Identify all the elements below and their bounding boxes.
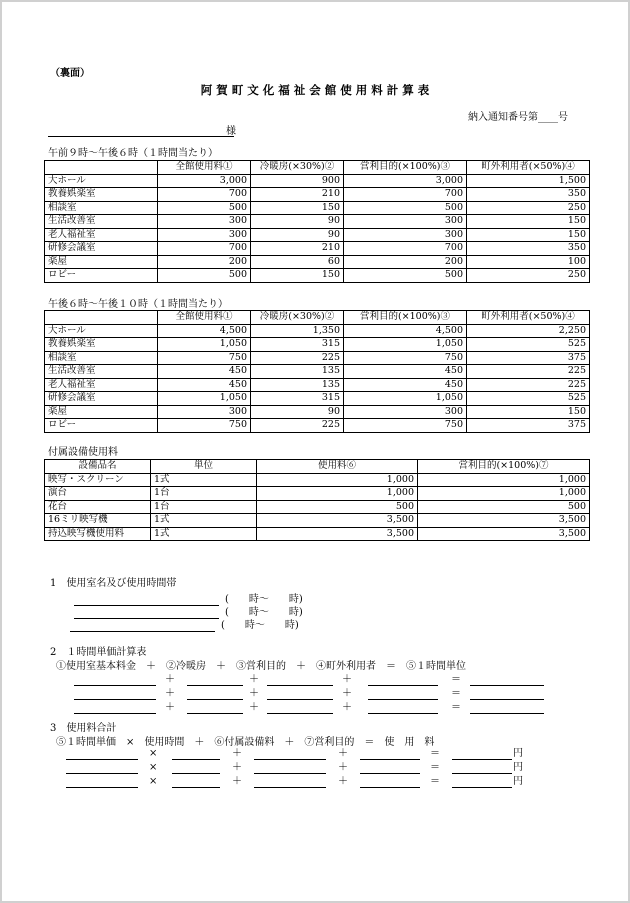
table-row [45,188,590,202]
table-row [45,500,590,514]
base-fee-input-line[interactable] [74,713,156,714]
row-label-cell: 相談室 [45,201,158,215]
plus-sign: ＋ [342,688,352,699]
nonresident-input-line[interactable] [368,685,438,686]
total-fee-input-line[interactable] [452,773,512,774]
plus-sign: ＋ [249,688,259,699]
table-row [45,215,590,229]
table-row [45,324,590,338]
yen-unit: 円 [513,776,523,787]
equals-sign: ＝ [451,702,461,713]
column-header: 冷暖房(×30%)② [251,311,344,325]
equipment-fee-input-line[interactable] [254,773,326,774]
row-label-cell: 老人福祉室 [45,228,158,242]
value-cell: 100 [467,255,590,269]
table-row [45,255,590,269]
value-cell: 300 [158,215,251,229]
equipment-fee-table [44,459,590,541]
back-side-label: （裏面） [50,68,90,79]
value-cell: 900 [251,174,344,188]
table1-caption: 午前９時～午後６時（１時間当たり） [48,148,218,159]
column-header: 営利目的(×100%)⑦ [418,460,590,474]
equipment-fee-input-line[interactable] [254,787,326,788]
value-cell: 210 [251,188,344,202]
commercial-input-line[interactable] [267,685,333,686]
commercial-input-line[interactable] [267,699,333,700]
value-cell: 1,500 [467,174,590,188]
aircon-input-line[interactable] [187,699,243,700]
row-label-cell: 16ミリ映写機 [45,514,151,528]
value-cell: 90 [251,215,344,229]
plus-sign: ＋ [165,674,175,685]
value-cell: 3,500 [257,527,418,541]
table-row [45,419,590,433]
value-cell: 500 [344,269,467,283]
section2-title: 2 １時間単価計算表 [50,647,147,658]
row-label-cell: 教養娯楽室 [45,188,158,202]
times-sign: × [149,748,158,759]
value-cell: 500 [158,201,251,215]
nonresident-input-line[interactable] [368,713,438,714]
table-row [45,392,590,406]
plus-sign: ＋ [165,688,175,699]
value-cell: 350 [467,242,590,256]
plus-sign: ＋ [232,776,242,787]
row-label-cell: 研修会議室 [45,242,158,256]
value-cell: 225 [251,351,344,365]
hourly-rate-input-line[interactable] [66,759,138,760]
value-cell: 250 [467,269,590,283]
row-label-cell: 教養娯楽室 [45,338,158,352]
notice-number: 納入通知番号第____号 [468,112,568,123]
column-header: 冷暖房(×30%)② [251,161,344,175]
value-cell: 375 [467,419,590,433]
table-row [45,473,590,487]
value-cell: 200 [344,255,467,269]
time-range-3: ( 時～ 時) [221,620,299,631]
nonresident-input-line[interactable] [368,699,438,700]
value-cell: 90 [251,405,344,419]
plus-sign: ＋ [165,702,175,713]
value-cell: 3,500 [257,514,418,528]
value-cell: 1式 [151,514,257,528]
addressee-line[interactable] [48,136,234,137]
value-cell: 225 [467,365,590,379]
column-header: 町外利用者(×50%)④ [467,161,590,175]
value-cell: 135 [251,378,344,392]
value-cell: 200 [158,255,251,269]
plus-sign: ＋ [338,762,348,773]
table2-caption: 午後６時～午後１０時（１時間当たり） [48,299,228,310]
plus-sign: ＋ [249,702,259,713]
table-row [45,269,590,283]
value-cell: 4,500 [344,324,467,338]
value-cell: 1,050 [158,392,251,406]
value-cell: 300 [158,405,251,419]
table-row [45,338,590,352]
value-cell: 525 [467,392,590,406]
equals-sign: ＝ [451,688,461,699]
equals-sign: ＝ [451,674,461,685]
column-header: 単位 [151,460,257,474]
row-label-cell: 研修会議室 [45,392,158,406]
table-row [45,174,590,188]
value-cell: 315 [251,338,344,352]
value-cell: 300 [344,228,467,242]
table-header-row [45,460,590,474]
value-cell: 700 [158,188,251,202]
value-cell: 750 [158,419,251,433]
value-cell: 1,050 [158,338,251,352]
column-header: 全館使用料① [158,311,251,325]
total-fee-input-line[interactable] [452,759,512,760]
value-cell: 3,000 [158,174,251,188]
value-cell: 90 [251,228,344,242]
row-label-cell: 映写・スクリーン [45,473,151,487]
equals-sign: ＝ [430,762,440,773]
yen-unit: 円 [513,762,523,773]
value-cell: 3,000 [344,174,467,188]
usage-hours-input-line[interactable] [172,773,220,774]
base-fee-input-line[interactable] [74,699,156,700]
equals-sign: ＝ [430,748,440,759]
hourly-unit-input-line[interactable] [470,685,544,686]
value-cell: 225 [467,378,590,392]
table-row [45,228,590,242]
table-header-row [45,311,590,325]
value-cell: 500 [257,500,418,514]
addressee-suffix: 様 [226,126,236,137]
value-cell: 1式 [151,473,257,487]
column-header: 町外利用者(×50%)④ [467,311,590,325]
times-sign: × [149,776,158,787]
plus-sign: ＋ [232,762,242,773]
value-cell: 210 [251,242,344,256]
value-cell: 750 [158,351,251,365]
value-cell: 450 [344,378,467,392]
value-cell: 60 [251,255,344,269]
value-cell: 150 [251,269,344,283]
row-label-cell: 持込映写機使用料 [45,527,151,541]
value-cell: 4,500 [158,324,251,338]
column-header: 設備品名 [45,460,151,474]
table-header-row [45,161,590,175]
value-cell: 700 [158,242,251,256]
value-cell: 525 [467,338,590,352]
value-cell: 150 [467,405,590,419]
row-label-cell: 老人福祉室 [45,378,158,392]
value-cell: 150 [467,215,590,229]
value-cell: 300 [158,228,251,242]
room-name-line-1[interactable] [74,605,219,606]
plus-sign: ＋ [342,674,352,685]
hourly-unit-input-line[interactable] [470,713,544,714]
base-fee-input-line[interactable] [74,685,156,686]
usage-hours-input-line[interactable] [172,787,220,788]
row-label-cell: 生活改善室 [45,215,158,229]
plus-sign: ＋ [342,702,352,713]
value-cell: 1,350 [251,324,344,338]
times-sign: × [149,762,158,773]
table3-caption: 付属設備使用料 [48,447,118,458]
row-label-cell: 生活改善室 [45,365,158,379]
value-cell: 700 [344,242,467,256]
column-header: 全館使用料① [158,161,251,175]
time-range-1: ( 時～ 時) [225,594,303,605]
column-header [45,311,158,325]
table-row [45,514,590,528]
table-row [45,527,590,541]
value-cell: 1,000 [257,487,418,501]
row-label-cell: 演台 [45,487,151,501]
value-cell: 150 [467,228,590,242]
value-cell: 500 [158,269,251,283]
column-header: 使用料⑥ [257,460,418,474]
evening-rate-table [44,310,590,433]
daytime-rate-table [44,160,590,283]
value-cell: 450 [344,365,467,379]
room-name-line-3[interactable] [70,631,215,632]
row-label-cell: 相談室 [45,351,158,365]
row-label-cell: 花台 [45,500,151,514]
value-cell: 2,250 [467,324,590,338]
value-cell: 1,050 [344,338,467,352]
value-cell: 375 [467,351,590,365]
value-cell: 450 [158,378,251,392]
value-cell: 1,000 [418,487,590,501]
aircon-input-line[interactable] [187,685,243,686]
value-cell: 500 [418,500,590,514]
commercial-input-line[interactable] [267,713,333,714]
table-row [45,201,590,215]
value-cell: 1,000 [418,473,590,487]
row-label-cell: ロビー [45,269,158,283]
table-row [45,351,590,365]
column-header: 営利目的(×100%)③ [344,311,467,325]
table-row [45,365,590,379]
plus-sign: ＋ [249,674,259,685]
section2-formula: ①使用室基本料金 ＋ ②冷暖房 ＋ ③営利目的 ＋ ④町外利用者 ＝ ⑤１時間単位 [56,661,466,672]
column-header: 営利目的(×100%)③ [344,161,467,175]
value-cell: 315 [251,392,344,406]
equals-sign: ＝ [430,776,440,787]
table-row [45,378,590,392]
value-cell: 350 [467,188,590,202]
hourly-rate-input-line[interactable] [66,773,138,774]
value-cell: 1,050 [344,392,467,406]
section1-title: 1 使用室名及び使用時間帯 [50,578,177,589]
value-cell: 700 [344,188,467,202]
table-row [45,487,590,501]
value-cell: 300 [344,405,467,419]
time-range-2: ( 時～ 時) [225,607,303,618]
value-cell: 1台 [151,487,257,501]
value-cell: 3,500 [418,527,590,541]
row-label-cell: 楽屋 [45,255,158,269]
plus-sign: ＋ [338,748,348,759]
column-header [45,161,158,175]
aircon-input-line[interactable] [187,713,243,714]
row-label-cell: 大ホール [45,174,158,188]
table-row [45,405,590,419]
value-cell: 3,500 [418,514,590,528]
total-fee-input-line[interactable] [452,787,512,788]
value-cell: 500 [344,201,467,215]
equipment-fee-input-line[interactable] [254,759,326,760]
value-cell: 1台 [151,500,257,514]
section3-title: 3 使用料合計 [50,723,117,734]
room-name-line-2[interactable] [74,618,219,619]
value-cell: 135 [251,365,344,379]
plus-sign: ＋ [338,776,348,787]
value-cell: 225 [251,419,344,433]
value-cell: 300 [344,215,467,229]
table-row [45,242,590,256]
yen-unit: 円 [513,748,523,759]
value-cell: 150 [251,201,344,215]
row-label-cell: 大ホール [45,324,158,338]
commercial-fee-input-line[interactable] [360,773,420,774]
value-cell: 750 [344,351,467,365]
value-cell: 1,000 [257,473,418,487]
value-cell: 450 [158,365,251,379]
value-cell: 750 [344,419,467,433]
value-cell: 1式 [151,527,257,541]
row-label-cell: ロビー [45,419,158,433]
document-title: 阿 賀 町 文 化 福 祉 会 館 使 用 料 計 算 表 [200,83,430,97]
commercial-fee-input-line[interactable] [360,787,420,788]
usage-hours-input-line[interactable] [172,759,220,760]
hourly-unit-input-line[interactable] [470,699,544,700]
row-label-cell: 楽屋 [45,405,158,419]
section3-formula: ⑤１時間単価 × 使用時間 ＋ ⑥付属設備料 ＋ ⑦営利目的 ＝ 使 用 料 [56,737,435,748]
hourly-rate-input-line[interactable] [66,787,138,788]
value-cell: 250 [467,201,590,215]
commercial-fee-input-line[interactable] [360,759,420,760]
plus-sign: ＋ [232,748,242,759]
